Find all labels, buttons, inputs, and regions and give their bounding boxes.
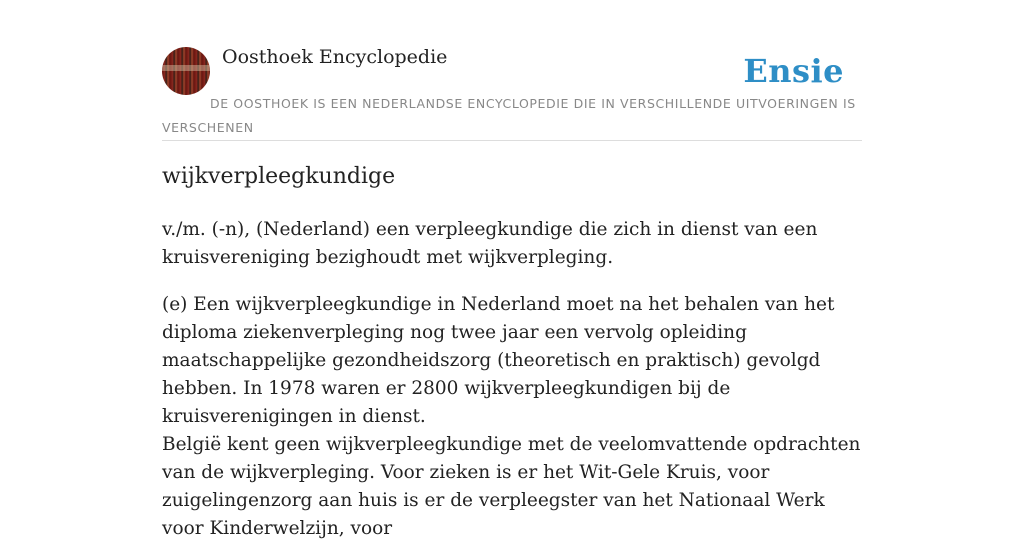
article-title: wijkverpleegkundige bbox=[162, 164, 396, 189]
site-avatar[interactable] bbox=[162, 47, 210, 95]
article-definition: v./m. (-n), (Nederland) een verpleegkundige die zich in dienst van een kruisvereniging bezighoudt met wijkverpleging. bbox=[162, 219, 818, 268]
site-header bbox=[162, 0, 862, 141]
site-name[interactable]: Oosthoek Encyclopedie bbox=[222, 46, 448, 68]
site-tagline: DE OOSTHOEK IS EEN NEDERLANDSE ENCYCLOPEDIE DIE IN VERSCHILLENDE UITVOERINGEN IS VERSCHENEN bbox=[162, 96, 856, 135]
article-paragraph: (e) Een wijkverpleegkundige in Nederland moet na het behalen van het diploma ziekenverpleging nog twee jaar een vervolg opleiding maatschappelijke gezondheidszorg (theoretisch en praktisch) gevolgd hebben. In 1978 waren er 2800 wijkverpleegkundigen bij de kruisverenigingen in dienst. bbox=[162, 294, 835, 427]
article-paragraph: België kent geen wijkverpleegkundige met de veelomvattende opdrachten van de wijkverpleging. Voor zieken is er het Wit-Gele Kruis, voor zuigelingenzorg aan huis is er de verpleegster van het Nationaal Werk voor Kinderwelzijn, voor bbox=[162, 434, 861, 539]
page bbox=[162, 0, 862, 539]
brand-logo[interactable]: Ensie bbox=[743, 52, 844, 90]
